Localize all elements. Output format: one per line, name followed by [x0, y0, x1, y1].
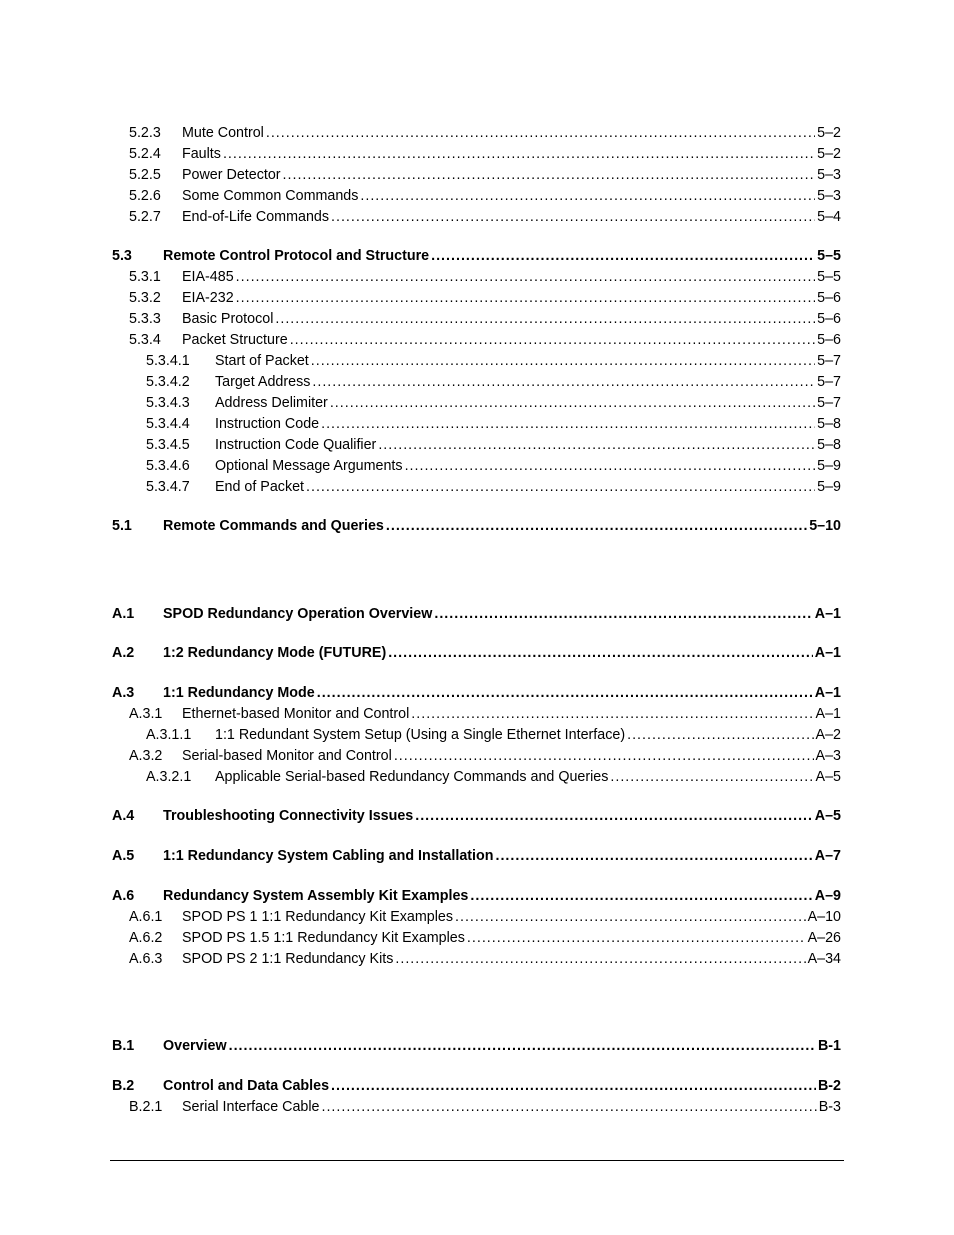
toc-entry-page: 5–6 [817, 290, 841, 306]
toc-entry-number: 5.3 [112, 248, 132, 264]
toc-entry-number: 5.3.4.2 [146, 374, 190, 390]
toc-entry-number: A.6.1 [129, 909, 163, 925]
toc-entry-number: B.2.1 [129, 1099, 163, 1115]
toc-entry[interactable] [112, 208, 841, 226]
toc-entry[interactable] [112, 950, 841, 968]
toc-entry-number: A.6.2 [129, 930, 163, 946]
toc-entry-number: 5.3.2 [129, 290, 161, 306]
toc-entry-page: 5–6 [817, 311, 841, 327]
toc-entry-page: A–34 [807, 951, 841, 967]
toc-entry-number: 5.3.3 [129, 311, 161, 327]
toc-entry-title: Target Address [215, 374, 311, 390]
dot-leader [236, 268, 815, 286]
dot-leader [395, 950, 805, 968]
toc-entry[interactable] [112, 517, 841, 535]
toc-entry-number: A.4 [112, 808, 135, 824]
toc-entry-number: 5.3.4.3 [146, 395, 190, 411]
toc-entry-number: B.1 [112, 1038, 135, 1054]
toc-entry[interactable] [112, 457, 841, 475]
toc-entry-title: Some Common Commands [182, 188, 359, 204]
toc-entry-title: Basic Protocol [182, 311, 274, 327]
toc-entry-page: B-1 [817, 1038, 841, 1054]
toc-entry-title: Packet Structure [182, 332, 288, 348]
toc-entry-page: 5–4 [817, 209, 841, 225]
dot-leader [275, 310, 815, 328]
dot-leader [331, 208, 815, 226]
dot-leader [378, 436, 815, 454]
toc-entry[interactable] [112, 268, 841, 286]
toc-entry[interactable] [112, 605, 841, 623]
toc-entry-page: A–1 [814, 606, 841, 622]
toc-entry-title: 1:1 Redundant System Setup (Using a Single Ethernet Interface) [215, 727, 626, 743]
toc-entry-number: 5.3.4.5 [146, 437, 190, 453]
dot-leader [321, 415, 815, 433]
toc-entry-title: Troubleshooting Connectivity Issues [163, 808, 414, 824]
toc-entry-title: 1:2 Redundancy Mode (FUTURE) [163, 645, 387, 661]
toc-entry-title: SPOD PS 2 1:1 Redundancy Kits [182, 951, 394, 967]
dot-leader [431, 247, 815, 265]
toc-entry-title: Control and Data Cables [163, 1078, 330, 1094]
dot-leader [610, 768, 813, 786]
toc-entry-title: 1:1 Redundancy Mode [163, 685, 315, 701]
toc-entry[interactable] [112, 887, 841, 905]
dot-leader [627, 726, 813, 744]
toc-entry-title: Instruction Code Qualifier [215, 437, 377, 453]
toc-entry-number: A.1 [112, 606, 135, 622]
toc-entry-number: 5.3.4.7 [146, 479, 190, 495]
dot-leader [434, 605, 812, 623]
toc-entry-number: A.6.3 [129, 951, 163, 967]
toc-entry-page: B-3 [818, 1099, 841, 1115]
toc-entry-page: 5–10 [809, 518, 841, 534]
toc-entry[interactable] [112, 289, 841, 307]
dot-leader [321, 1098, 816, 1116]
dot-leader [317, 684, 813, 702]
toc-entry[interactable] [112, 166, 841, 184]
toc-entry-page: A–5 [814, 808, 841, 824]
toc-entry-page: A–3 [815, 748, 841, 764]
toc-entry-page: A–1 [815, 706, 841, 722]
toc-entry[interactable] [112, 1077, 841, 1095]
toc-entry-number: 5.3.4.1 [146, 353, 190, 369]
toc-entry-number: 5.2.5 [129, 167, 161, 183]
dot-leader [330, 394, 815, 412]
toc-entry-title: SPOD Redundancy Operation Overview [163, 606, 433, 622]
dot-leader [411, 705, 813, 723]
toc-entry-title: EIA-485 [182, 269, 234, 285]
toc-entry[interactable] [112, 124, 841, 142]
toc-entry[interactable] [112, 747, 841, 765]
toc-entry-page: 5–7 [817, 374, 841, 390]
toc-entry[interactable] [112, 1037, 841, 1055]
dot-leader [311, 352, 815, 370]
dot-leader [455, 908, 806, 926]
toc-entry-title: Remote Control Protocol and Structure [163, 248, 430, 264]
toc-entry-page: 5–9 [817, 479, 841, 495]
toc-entry-title: EIA-232 [182, 290, 234, 306]
dot-leader [495, 847, 812, 865]
toc-entry-number: 5.3.4.4 [146, 416, 190, 432]
dot-leader [283, 166, 816, 184]
toc-entry-page: A–5 [815, 769, 841, 785]
toc-entry-page: B-2 [817, 1078, 841, 1094]
toc-entry-title: Serial-based Monitor and Control [182, 748, 392, 764]
toc-entry[interactable] [112, 415, 841, 433]
toc-entry-page: A–10 [807, 909, 841, 925]
toc-entry-title: Applicable Serial-based Redundancy Commands and Queries [215, 769, 609, 785]
toc-entry[interactable] [112, 310, 841, 328]
toc-entry[interactable] [112, 726, 841, 744]
dot-leader [306, 478, 815, 496]
toc-entry-page: 5–2 [817, 125, 841, 141]
toc-entry-number: 5.2.4 [129, 146, 161, 162]
toc-entry-page: A–1 [814, 685, 841, 701]
toc-entry[interactable] [112, 768, 841, 786]
toc-entry[interactable] [112, 394, 841, 412]
toc-entry[interactable] [112, 247, 841, 265]
footer-rule [110, 1160, 844, 1161]
toc-entry[interactable] [112, 684, 841, 702]
toc-entry-page: 5–2 [817, 146, 841, 162]
toc-entry-number: A.5 [112, 848, 135, 864]
dot-leader [470, 887, 812, 905]
dot-leader [331, 1077, 816, 1095]
toc-entry-page: A–2 [815, 727, 841, 743]
toc-entry[interactable] [112, 1098, 841, 1116]
toc-entry[interactable] [112, 145, 841, 163]
toc-entry[interactable] [112, 705, 841, 723]
toc-entry-page: 5–5 [817, 248, 841, 264]
dot-leader [223, 145, 815, 163]
toc-entry-number: 5.2.7 [129, 209, 161, 225]
toc-entry[interactable] [112, 908, 841, 926]
toc-entry-title: Power Detector [182, 167, 281, 183]
toc-entry-number: 5.1 [112, 518, 132, 534]
toc-entry-number: A.3.1 [129, 706, 163, 722]
toc-entry-page: A–7 [814, 848, 841, 864]
dot-leader [394, 747, 814, 765]
toc-entry-number: A.3.2 [129, 748, 163, 764]
toc-entry[interactable] [112, 352, 841, 370]
toc-entry[interactable] [112, 478, 841, 496]
toc-entry-title: Remote Commands and Queries [163, 518, 384, 534]
toc-entry-page: A–9 [814, 888, 841, 904]
dot-leader [405, 457, 816, 475]
toc-entry-title: Mute Control [182, 125, 264, 141]
toc-entry[interactable] [112, 373, 841, 391]
toc-entry-page: 5–3 [817, 188, 841, 204]
dot-leader [388, 644, 813, 662]
toc-entry-page: 5–8 [817, 437, 841, 453]
toc-entry[interactable] [112, 929, 841, 947]
toc-entry-page: 5–8 [817, 416, 841, 432]
dot-leader [386, 517, 807, 535]
toc-entry[interactable] [112, 331, 841, 349]
toc-entry-title: Overview [163, 1038, 227, 1054]
toc-entry-page: 5–6 [817, 332, 841, 348]
toc-entry-number: A.3.2.1 [146, 769, 192, 785]
toc-entry-title: 1:1 Redundancy System Cabling and Installation [163, 848, 494, 864]
toc-entry[interactable] [112, 187, 841, 205]
toc-entry-title: Instruction Code [215, 416, 320, 432]
toc-entry-title: Address Delimiter [215, 395, 328, 411]
dot-leader [266, 124, 815, 142]
dot-leader [415, 807, 813, 825]
toc-entry-page: A–26 [807, 930, 841, 946]
toc-entry[interactable] [112, 847, 841, 865]
dot-leader [229, 1037, 816, 1055]
toc-entry-page: A–1 [814, 645, 841, 661]
toc-entry-title: Serial Interface Cable [182, 1099, 320, 1115]
toc-entry-number: 5.3.1 [129, 269, 161, 285]
toc-entry[interactable] [112, 644, 841, 662]
toc-entry-number: 5.2.6 [129, 188, 161, 204]
toc-entry-page: 5–5 [817, 269, 841, 285]
toc-entry[interactable] [112, 436, 841, 454]
toc-entry-page: 5–7 [817, 353, 841, 369]
toc-entry-number: B.2 [112, 1078, 135, 1094]
toc-entry-title: End-of-Life Commands [182, 209, 330, 225]
toc-entry-page: 5–7 [817, 395, 841, 411]
toc-entry-title: End of Packet [215, 479, 305, 495]
toc-entry-page: 5–3 [817, 167, 841, 183]
toc-entry-number: A.3 [112, 685, 135, 701]
toc-entry-title: Faults [182, 146, 221, 162]
toc-entry-title: Optional Message Arguments [215, 458, 403, 474]
toc-entry-title: SPOD PS 1.5 1:1 Redundancy Kit Examples [182, 930, 465, 946]
toc-entry-number: A.3.1.1 [146, 727, 192, 743]
dot-leader [360, 187, 815, 205]
toc-entry-page: 5–9 [817, 458, 841, 474]
toc-entry-number: 5.3.4.6 [146, 458, 190, 474]
toc-entry-number: 5.3.4 [129, 332, 161, 348]
toc-entry[interactable] [112, 807, 841, 825]
toc-entry-number: A.2 [112, 645, 135, 661]
toc-entry-title: SPOD PS 1 1:1 Redundancy Kit Examples [182, 909, 453, 925]
dot-leader [236, 289, 815, 307]
dot-leader [467, 929, 806, 947]
toc-entry-number: A.6 [112, 888, 135, 904]
toc-entry-title: Ethernet-based Monitor and Control [182, 706, 410, 722]
dot-leader [290, 331, 815, 349]
toc-entry-number: 5.2.3 [129, 125, 161, 141]
toc-entry-title: Start of Packet [215, 353, 309, 369]
dot-leader [312, 373, 815, 391]
toc-entry-title: Redundancy System Assembly Kit Examples [163, 888, 469, 904]
